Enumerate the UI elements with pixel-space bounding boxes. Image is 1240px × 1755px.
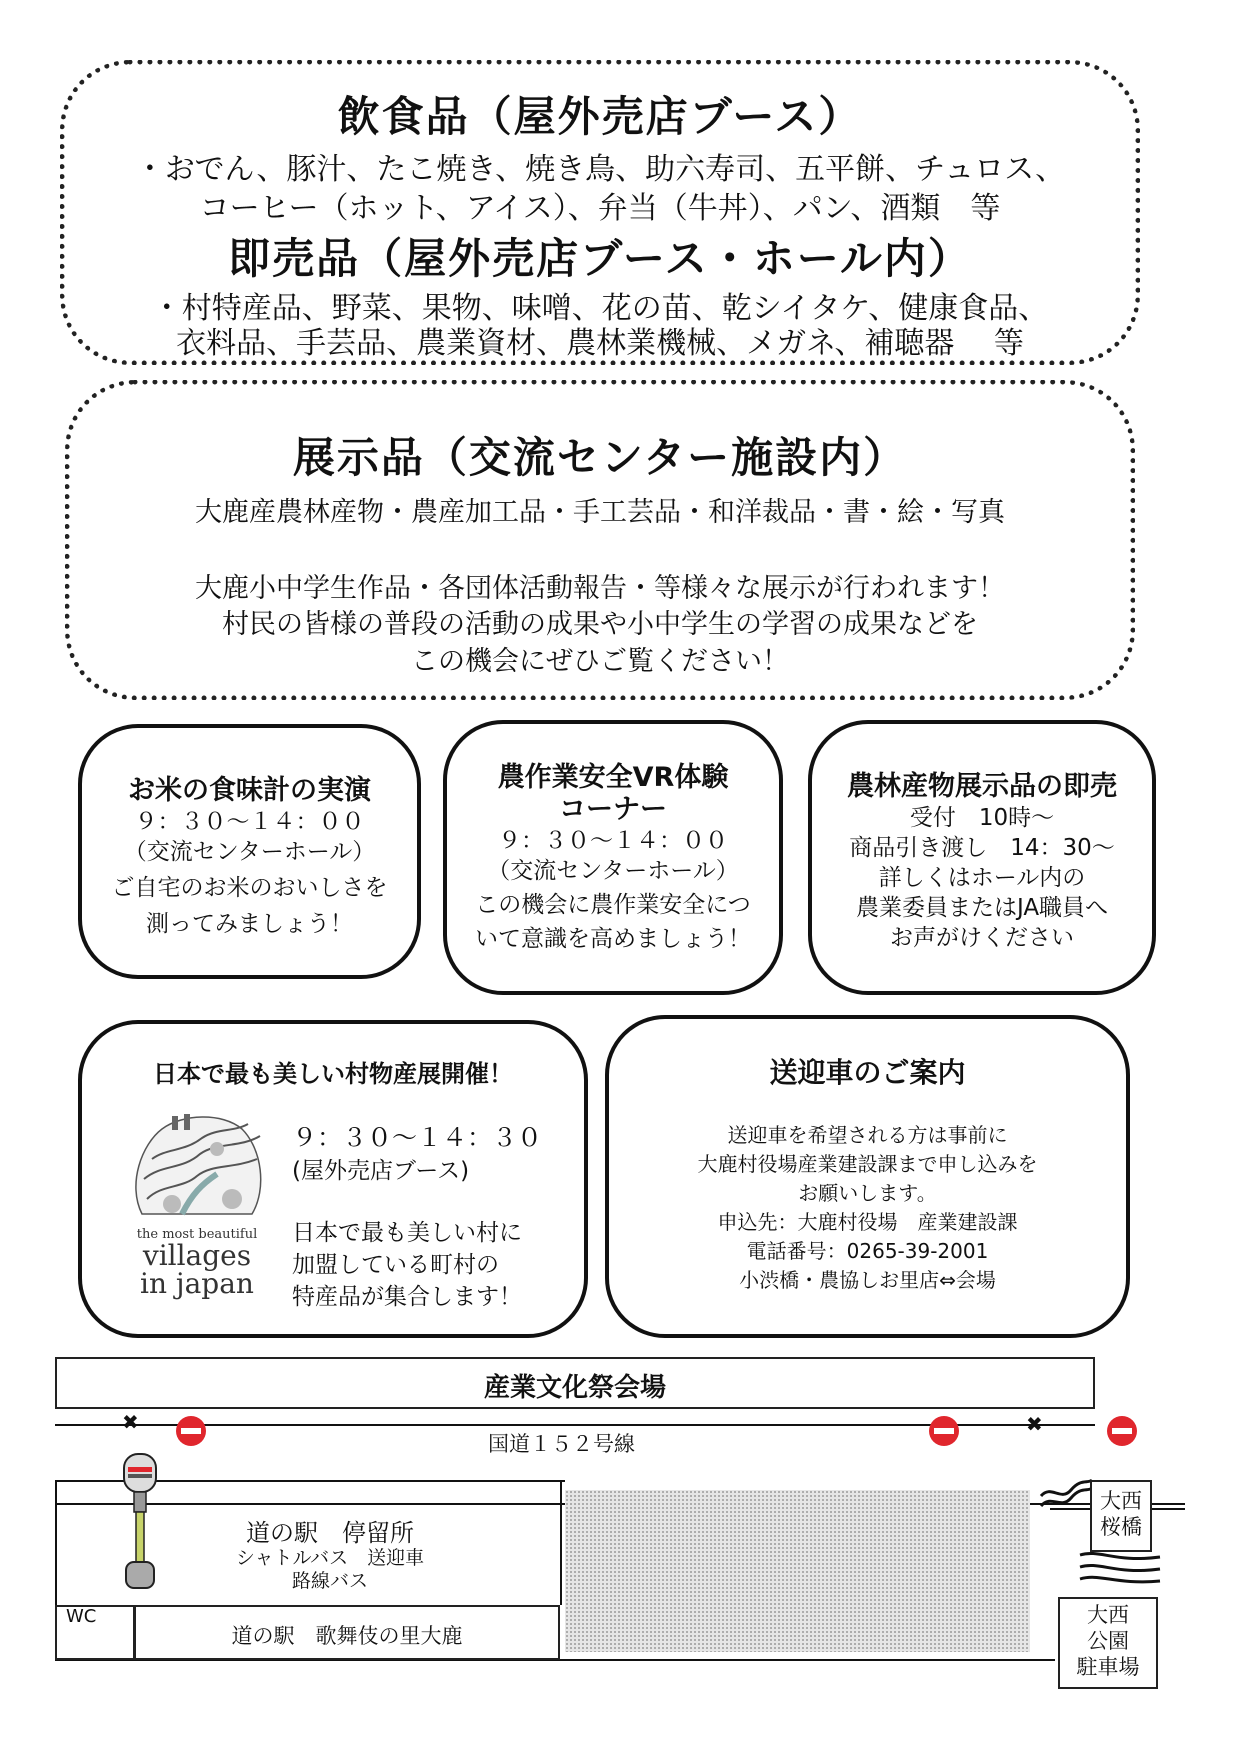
station-label: 道の駅 歌舞伎の里大鹿 <box>231 1624 463 1648</box>
product-sale-line-1: 受付 10時～ <box>909 805 1055 831</box>
crossing-mark-left: ✖ <box>122 1410 139 1434</box>
bus-stop-sub-1: シャトルバス 送迎車 <box>235 1547 425 1569</box>
villages-box <box>78 1020 588 1338</box>
bridge-label-1: 大西 <box>1100 1489 1142 1513</box>
food-line-1: ・おでん、豚汁、たこ焼き、焼き鳥、助六寿司、五平餅、チュロス、 <box>134 152 1066 187</box>
shuttle-title: 送迎車のご案内 <box>769 1056 966 1089</box>
river-wave-icon-upper <box>1036 1466 1096 1508</box>
rice-demo-box <box>78 724 421 979</box>
bus-stop-sub-2: 路線バス <box>291 1570 368 1592</box>
villages-place: (屋外売店ブース) <box>292 1158 470 1184</box>
product-sale-title: 農林産物展示品の即売 <box>847 771 1117 802</box>
shuttle-line-3: お願いします。 <box>798 1181 937 1205</box>
product-sale-box <box>808 720 1156 995</box>
exhibit-line-1: 大鹿産農林産物・農産加工品・手工芸品・和洋裁品・書・絵・写真 <box>195 497 1005 528</box>
villages-logo-small: the most beautiful <box>136 1227 258 1242</box>
rice-title: お米の食味計の実演 <box>128 775 371 806</box>
food-line-2: コーヒー（ホット、アイス）、弁当（牛丼）、パン、酒類 等 <box>199 191 1001 226</box>
bus-stop-label: 道の駅 停留所 <box>246 1519 414 1547</box>
vr-desc-1: この機会に農作業安全につ <box>475 892 751 918</box>
rice-place: （交流センターホール） <box>123 839 376 865</box>
no-entry-icon-3 <box>1107 1416 1137 1446</box>
shuttle-line-5: 電話番号：0265-39-2001 <box>746 1239 989 1263</box>
bridge-label-2: 桜橋 <box>1100 1515 1142 1539</box>
bus-stop-icon <box>120 1452 160 1592</box>
park-label-3: 駐車場 <box>1076 1655 1140 1679</box>
shuttle-box <box>605 1015 1130 1338</box>
villages-time: ９：３０～１４：３０ <box>292 1123 543 1152</box>
vr-corner-box <box>443 720 783 995</box>
venue-label: 産業文化祭会場 <box>483 1373 666 1403</box>
product-sale-line-2: 商品引き渡し 14：30～ <box>849 835 1115 861</box>
vr-place: （交流センターホール） <box>487 858 739 884</box>
villages-logo-big-1: villages <box>142 1239 252 1272</box>
wc-label: WC <box>66 1606 97 1627</box>
exhibit-line-3: 村民の皆様の普段の活動の成果や小中学生の学習の成果などを <box>222 609 978 640</box>
vr-time: ９：３０～１４：００ <box>498 828 728 854</box>
shuttle-line-6: 小渋橋・農協しお里店⇔会場 <box>739 1268 996 1292</box>
shuttle-line-2: 大鹿村役場産業建設課まで申し込みを <box>697 1152 1038 1176</box>
food-title: 飲食品（屋外売店ブース） <box>337 92 863 141</box>
station-inner-divider <box>560 1480 562 1605</box>
sale-title: 即売品（屋外売店ブース・ホール内） <box>228 234 972 283</box>
villages-logo-illustration <box>122 1104 272 1224</box>
exhibit-title: 展示品（交流センター施設内） <box>292 433 908 482</box>
product-sale-line-3: 詳しくはホール内の <box>878 865 1086 891</box>
shuttle-line-1: 送迎車を希望される方は事前に <box>727 1123 1008 1147</box>
vr-title-2: コーナー <box>559 794 667 825</box>
shuttle-line-4: 申込先：大鹿村役場 産業建設課 <box>717 1210 1018 1234</box>
park-label-2: 公園 <box>1087 1629 1129 1653</box>
rice-time: ９：３０～１４：００ <box>134 809 365 835</box>
vr-desc-2: いて意識を高めましょう！ <box>475 926 751 952</box>
route-label: 国道１５２号線 <box>488 1432 635 1456</box>
no-entry-icon-2 <box>929 1416 959 1446</box>
park-label-1: 大西 <box>1087 1603 1129 1627</box>
villages-desc-2: 加盟している町村の <box>292 1252 499 1278</box>
villages-desc-3: 特産品が集合します！ <box>292 1284 522 1310</box>
parking-shaded-area <box>565 1490 1030 1652</box>
no-entry-icon-1 <box>176 1416 206 1446</box>
product-sale-line-5: お声がけください <box>890 925 1074 951</box>
villages-desc-1: 日本で最も美しい村に <box>292 1220 522 1246</box>
exhibit-line-2: 大鹿小中学生作品・各団体活動報告・等様々な展示が行われます！ <box>195 573 1005 604</box>
villages-logo-big-2: in japan <box>140 1267 254 1300</box>
exhibit-line-4: この機会にぜひご覧ください！ <box>411 646 789 677</box>
villages-title: 日本で最も美しい村物産展開催！ <box>153 1060 513 1088</box>
product-sale-line-4: 農業委員またはJA職員へ <box>855 895 1109 921</box>
crossing-mark-right: ✖ <box>1026 1412 1043 1436</box>
rice-desc-2: 測ってみましょう！ <box>146 911 353 937</box>
rice-desc-1: ご自宅のお米のおいしさを <box>111 875 388 901</box>
sale-line-1: ・村特産品、野菜、果物、味噌、花の苗、乾シイタケ、健康食品、 <box>151 291 1049 326</box>
sale-line-2: 衣料品、手芸品、農業資材、農林業機械、メガネ、補聴器 等 <box>176 326 1024 361</box>
vr-title-1: 農作業安全VR体験 <box>497 762 729 793</box>
